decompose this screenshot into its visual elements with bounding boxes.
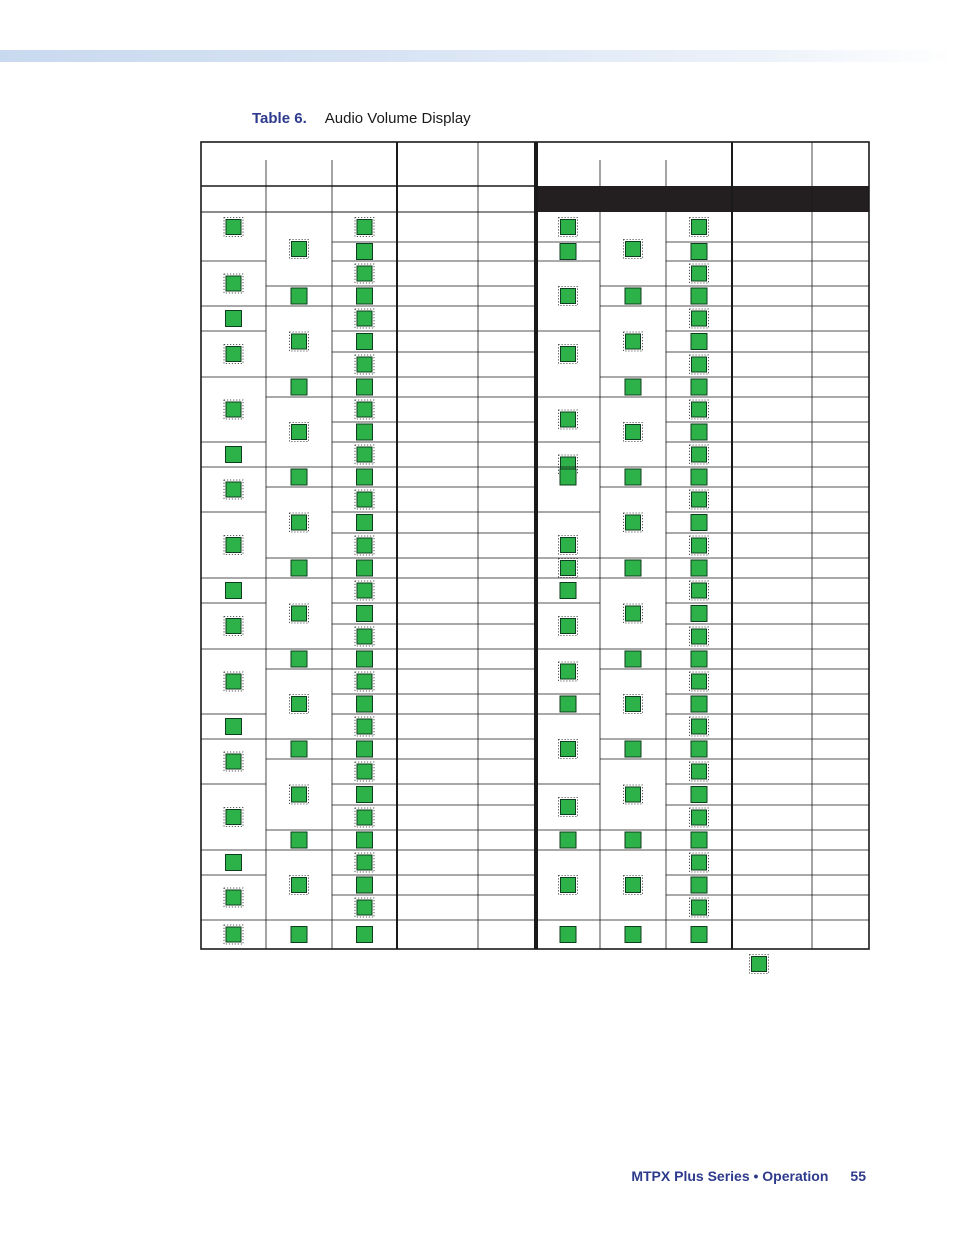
blinking-indicator-icon <box>357 266 372 281</box>
blinking-indicator-icon <box>357 402 372 417</box>
lit-indicator-icon <box>357 334 373 350</box>
lit-indicator-icon <box>560 244 576 260</box>
blinking-indicator-icon <box>692 357 707 372</box>
lit-indicator-icon <box>691 244 707 260</box>
page-footer <box>631 1168 866 1184</box>
blinking-indicator-icon <box>292 515 307 530</box>
lit-indicator-icon <box>291 832 307 848</box>
lit-indicator-icon <box>357 424 373 440</box>
blinking-indicator-icon <box>561 878 576 893</box>
blinking-indicator-icon <box>561 561 576 576</box>
lit-indicator-icon <box>691 877 707 893</box>
lit-indicator-icon <box>625 651 641 667</box>
lit-indicator-icon <box>691 379 707 395</box>
lit-indicator-icon <box>691 696 707 712</box>
blinking-indicator-icon <box>626 787 641 802</box>
lit-indicator-icon <box>625 469 641 485</box>
blinking-indicator-icon <box>226 276 241 291</box>
lit-indicator-icon <box>357 606 373 622</box>
lit-indicator-icon <box>691 424 707 440</box>
blinking-indicator-icon <box>226 402 241 417</box>
blinking-indicator-icon <box>692 855 707 870</box>
lit-indicator-icon <box>226 583 242 599</box>
lit-indicator-icon <box>560 832 576 848</box>
blinking-indicator-icon <box>561 800 576 815</box>
footer-label: MTPX Plus Series • Operation <box>631 1168 829 1184</box>
page-number: 55 <box>850 1168 866 1184</box>
blinking-indicator-icon <box>626 425 641 440</box>
blinking-indicator-icon <box>692 583 707 598</box>
lit-indicator-icon <box>357 927 373 943</box>
blinking-indicator-icon <box>692 719 707 734</box>
blinking-indicator-icon <box>357 447 372 462</box>
blinking-indicator-icon <box>357 810 372 825</box>
blinking-indicator-icon <box>226 482 241 497</box>
blinking-indicator-icon <box>357 220 372 235</box>
lit-indicator-icon <box>291 469 307 485</box>
blinking-indicator-icon <box>626 606 641 621</box>
lit-indicator-icon <box>625 832 641 848</box>
blinking-indicator-icon <box>292 334 307 349</box>
blinking-indicator-icon <box>692 674 707 689</box>
blinking-indicator-icon <box>226 754 241 769</box>
lit-indicator-icon <box>560 696 576 712</box>
lit-indicator-icon <box>291 741 307 757</box>
lit-indicator-icon <box>357 696 373 712</box>
lit-indicator-icon <box>691 927 707 943</box>
lit-indicator-icon <box>560 583 576 599</box>
blinking-indicator-icon <box>357 311 372 326</box>
table-number: Table 6. <box>252 110 307 127</box>
lit-indicator-icon <box>691 334 707 350</box>
blinking-indicator-icon <box>692 447 707 462</box>
blinking-indicator-icon <box>357 492 372 507</box>
blinking-indicator-icon <box>626 242 641 257</box>
blinking-indicator-icon <box>357 674 372 689</box>
blinking-indicator-icon <box>692 764 707 779</box>
lit-indicator-icon <box>357 288 373 304</box>
blinking-indicator-icon <box>561 538 576 553</box>
blinking-indicator-icon <box>226 619 241 634</box>
blinking-indicator-icon <box>561 664 576 679</box>
lit-indicator-icon <box>691 515 707 531</box>
lit-indicator-icon <box>357 832 373 848</box>
lit-indicator-icon <box>625 927 641 943</box>
blinking-indicator-icon <box>626 878 641 893</box>
lit-indicator-icon <box>625 741 641 757</box>
blinking-indicator-icon <box>292 606 307 621</box>
lit-indicator-icon <box>357 651 373 667</box>
lit-indicator-icon <box>691 606 707 622</box>
blinking-indicator-icon <box>626 697 641 712</box>
lit-indicator-icon <box>625 560 641 576</box>
lit-indicator-icon <box>691 288 707 304</box>
blinking-indicator-icon <box>357 583 372 598</box>
blinking-indicator-icon <box>226 890 241 905</box>
lit-indicator-icon <box>357 379 373 395</box>
lit-indicator-icon <box>291 927 307 943</box>
blinking-indicator-icon <box>226 347 241 362</box>
lit-indicator-icon <box>226 311 242 327</box>
blinking-indicator-icon <box>226 538 241 553</box>
lit-indicator-icon <box>357 787 373 803</box>
lit-indicator-icon <box>691 832 707 848</box>
blinking-indicator-icon <box>561 289 576 304</box>
blinking-indicator-icon <box>692 402 707 417</box>
blinking-indicator-icon <box>357 629 372 644</box>
blinking-indicator-icon <box>226 220 241 235</box>
lit-indicator-icon <box>357 469 373 485</box>
blinking-indicator-icon <box>692 900 707 915</box>
blinking-indicator-icon <box>692 220 707 235</box>
lit-indicator-icon <box>226 447 242 463</box>
blinking-indicator-icon <box>626 515 641 530</box>
blinking-indicator-icon <box>692 492 707 507</box>
lit-indicator-icon <box>291 379 307 395</box>
lit-indicator-icon <box>691 741 707 757</box>
blinking-indicator-icon <box>692 311 707 326</box>
blinking-indicator-icon <box>357 357 372 372</box>
lit-indicator-icon <box>357 244 373 260</box>
blinking-indicator-icon <box>561 742 576 757</box>
lit-indicator-icon <box>291 288 307 304</box>
blinking-indicator-icon <box>226 674 241 689</box>
blinking-indicator-icon <box>561 619 576 634</box>
blinking-indicator-icon <box>292 787 307 802</box>
blinking-indicator-icon <box>292 878 307 893</box>
blinking-indicator-icon <box>357 764 372 779</box>
blinking-indicator-icon <box>292 697 307 712</box>
lit-indicator-icon <box>357 515 373 531</box>
blinking-indicator-icon <box>752 957 767 972</box>
blinking-indicator-icon <box>357 538 372 553</box>
table-title: Audio Volume Display <box>324 110 471 127</box>
blinking-indicator-icon <box>692 810 707 825</box>
lit-indicator-icon <box>357 877 373 893</box>
lit-indicator-icon <box>226 855 242 871</box>
blinking-indicator-icon <box>561 347 576 362</box>
blinking-indicator-icon <box>561 412 576 427</box>
blinking-indicator-icon <box>626 334 641 349</box>
lit-indicator-icon <box>357 560 373 576</box>
lit-indicator-icon <box>291 651 307 667</box>
lit-indicator-icon <box>625 379 641 395</box>
lit-indicator-icon <box>560 927 576 943</box>
blinking-indicator-icon <box>292 425 307 440</box>
blinking-indicator-icon <box>226 810 241 825</box>
lit-indicator-icon <box>560 469 576 485</box>
lit-indicator-icon <box>691 787 707 803</box>
blinking-indicator-icon <box>692 266 707 281</box>
blinking-indicator-icon <box>561 220 576 235</box>
lit-indicator-icon <box>357 741 373 757</box>
lit-indicator-icon <box>226 719 242 735</box>
blinking-indicator-icon <box>357 855 372 870</box>
lit-indicator-icon <box>691 651 707 667</box>
blinking-indicator-icon <box>357 719 372 734</box>
lit-indicator-icon <box>691 560 707 576</box>
lit-indicator-icon <box>291 560 307 576</box>
blinking-indicator-icon <box>692 538 707 553</box>
blinking-indicator-icon <box>357 900 372 915</box>
lit-indicator-icon <box>625 288 641 304</box>
header-band-dark <box>536 186 869 212</box>
blinking-indicator-icon <box>292 242 307 257</box>
lit-indicator-icon <box>691 469 707 485</box>
blinking-indicator-icon <box>692 629 707 644</box>
blinking-indicator-icon <box>226 927 241 942</box>
